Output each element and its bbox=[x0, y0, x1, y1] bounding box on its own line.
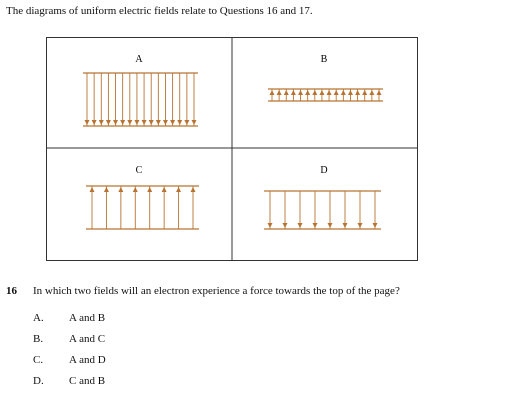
field-arrowhead bbox=[268, 223, 273, 228]
field-panel-b bbox=[268, 89, 383, 101]
field-arrowhead bbox=[355, 90, 360, 95]
field-arrowhead bbox=[192, 120, 197, 125]
option-text: A and D bbox=[69, 354, 106, 366]
field-arrowhead bbox=[334, 90, 339, 95]
field-panel-d bbox=[264, 191, 381, 229]
panel-label-a: A bbox=[135, 54, 143, 65]
field-arrowhead bbox=[104, 187, 109, 192]
option-letter: C. bbox=[33, 354, 44, 366]
field-arrowhead bbox=[163, 120, 168, 125]
field-arrowhead bbox=[162, 187, 167, 192]
field-arrowhead bbox=[184, 120, 189, 125]
field-arrowhead bbox=[147, 187, 152, 192]
option-letter: A. bbox=[33, 312, 44, 324]
field-arrowhead bbox=[134, 120, 139, 125]
field-arrowhead bbox=[373, 223, 378, 228]
field-arrowhead bbox=[176, 187, 181, 192]
option-letter: B. bbox=[33, 333, 44, 345]
field-arrowhead bbox=[90, 187, 95, 192]
field-arrowhead bbox=[312, 90, 317, 95]
option-letter: D. bbox=[33, 375, 44, 387]
option-text: A and C bbox=[69, 333, 106, 345]
field-arrowhead bbox=[270, 90, 275, 95]
field-arrowhead bbox=[343, 223, 348, 228]
field-arrowhead bbox=[277, 90, 282, 95]
electric-fields-figure bbox=[46, 37, 418, 261]
panel-label-c: C bbox=[135, 165, 143, 176]
field-arrowhead bbox=[149, 120, 154, 125]
field-arrowhead bbox=[291, 90, 296, 95]
field-panel-c bbox=[86, 186, 199, 229]
field-arrowhead bbox=[170, 120, 175, 125]
field-arrowhead bbox=[298, 90, 303, 95]
field-arrowhead bbox=[113, 120, 118, 125]
field-arrowhead bbox=[191, 187, 196, 192]
field-arrowhead bbox=[305, 90, 310, 95]
field-arrowhead bbox=[362, 90, 367, 95]
panel-label-b: B bbox=[320, 54, 328, 65]
field-arrowhead bbox=[313, 223, 318, 228]
field-arrowhead bbox=[120, 120, 125, 125]
field-arrowhead bbox=[127, 120, 132, 125]
field-arrowhead bbox=[92, 120, 97, 125]
question-text: In which two fields will an electron experience a force towards the top of the page? bbox=[33, 285, 400, 297]
option-text: C and B bbox=[69, 375, 106, 387]
option-text: A and B bbox=[69, 312, 106, 324]
question-number: 16 bbox=[6, 285, 17, 297]
field-arrowhead bbox=[358, 223, 363, 228]
field-arrowhead bbox=[348, 90, 353, 95]
field-arrowhead bbox=[327, 90, 332, 95]
field-arrowhead bbox=[319, 90, 324, 95]
field-arrowhead bbox=[177, 120, 182, 125]
field-arrowhead bbox=[377, 90, 382, 95]
field-arrowhead bbox=[369, 90, 374, 95]
field-arrowhead bbox=[328, 223, 333, 228]
intro-text: The diagrams of uniform electric fields relate to Questions 16 and 17. bbox=[6, 5, 313, 17]
field-arrowhead bbox=[133, 187, 138, 192]
field-arrowhead bbox=[106, 120, 111, 125]
field-arrowhead bbox=[283, 223, 288, 228]
field-arrowhead bbox=[118, 187, 123, 192]
fields-diagram bbox=[46, 37, 418, 261]
field-arrowhead bbox=[85, 120, 90, 125]
field-arrowhead bbox=[284, 90, 289, 95]
panel-label-d: D bbox=[320, 165, 328, 176]
field-arrowhead bbox=[142, 120, 147, 125]
field-arrowhead bbox=[341, 90, 346, 95]
field-arrowhead bbox=[156, 120, 161, 125]
field-arrowhead bbox=[298, 223, 303, 228]
field-panel-a bbox=[83, 73, 198, 126]
field-arrowhead bbox=[99, 120, 104, 125]
